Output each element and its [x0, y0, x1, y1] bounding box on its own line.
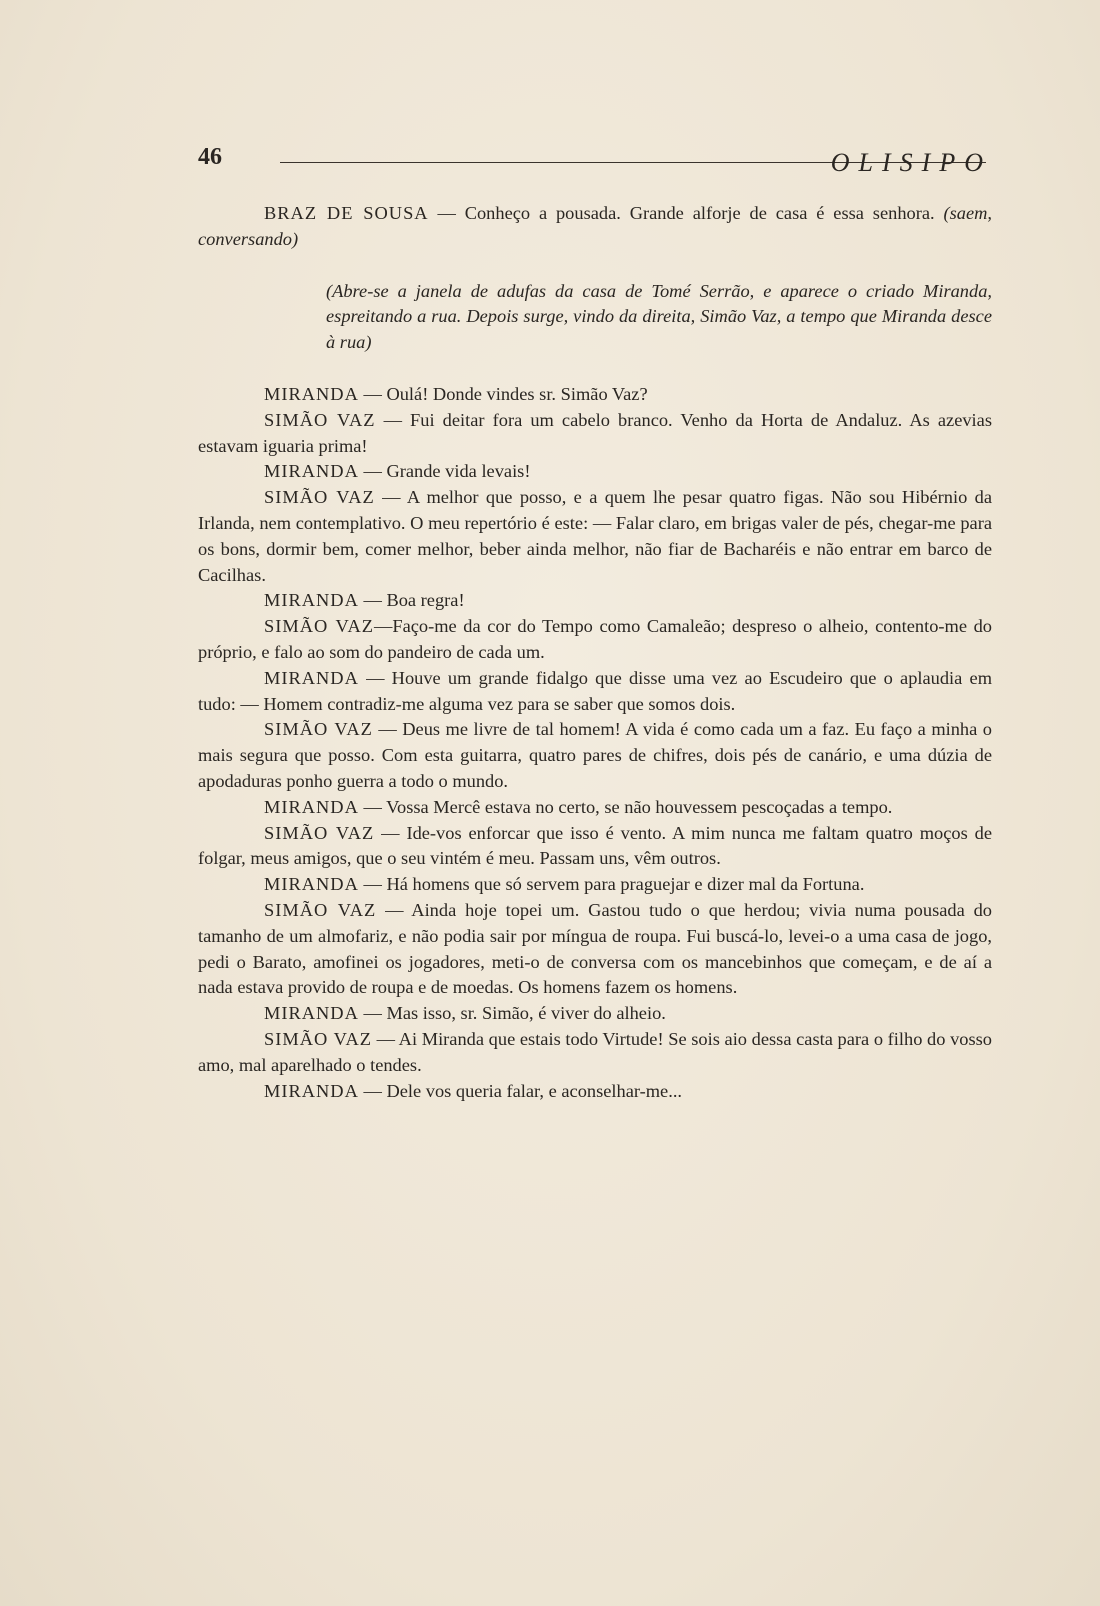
speaker-name: SIMÃO VAZ	[264, 719, 373, 740]
dialogue-line	[198, 1001, 992, 1027]
dialogue-text: —Faço-me da cor do Tempo como Camaleão; despreso o alheio, contento-me do próprio, e falo ao som do pandeiro de cada um.	[198, 616, 992, 662]
dialogue-text: — Ai Miranda que estais todo Virtude! Se sois aio dessa casta para o filho do vosso amo, mal aparelhado o tendes.	[198, 1028, 992, 1075]
dialogue-text: — Fui deitar fora um cabelo branco. Venho da Horta de Andaluz. As azevias estavam iguaria prima!	[198, 409, 992, 456]
dialogue-line	[198, 666, 992, 718]
speaker-name: MIRANDA	[264, 874, 359, 895]
dialogue-text: — Deus me livre de tal homem! A vida é como cada um a faz. Eu faço a minha o mais segura que posso. Com esta guitarra, quatro pares de chifres, dois pés de canário, e uma dúzia de apodaduras ponho guerra a todo o mundo.	[198, 719, 992, 791]
inline-stage-direction: (saem, conversando)	[198, 203, 992, 249]
dialogue-text: — Boa regra!	[358, 590, 465, 611]
play-text	[198, 201, 992, 1104]
dialogue-line	[198, 795, 992, 821]
dialogue-line	[198, 614, 992, 666]
speaker-name: MIRANDA	[264, 667, 359, 688]
dialogue-text: — Ide-vos enforcar que isso é vento. A mim nunca me faltam quatro moços de folgar, meus amigos, que o seu vintém é meu. Passam uns, vêm outros.	[198, 822, 992, 869]
dialogue-text: — Há homens que só servem para praguejar e dizer mal da Fortuna.	[358, 874, 865, 895]
speaker-name: MIRANDA	[264, 796, 359, 817]
dialogue-text: — Ainda hoje topei um. Gastou tudo o que herdou; vivia numa pousada do tamanho de um almofariz, e não podia sair por míngua de roupa. Fui buscá-lo, levei-o a uma casa de jogo, pedi o Barato, amofinei os jogadores, meti-o de conversa com os mancebinhos que começam, e de aí a nada estava provido de roupa e de moedas. Os homens fazem os homens.	[198, 899, 992, 998]
dialogue-line	[198, 821, 992, 873]
dialogue-text: — Houve um grande fidalgo que disse uma vez ao Escudeiro que o aplaudia em tudo: — Homem contradiz-me alguma vez para se saber que somos dois.	[198, 667, 992, 714]
dialogue-line	[198, 588, 992, 614]
speaker-name: SIMÃO VAZ	[264, 822, 375, 843]
speaker-name: BRAZ DE SOUSA	[264, 203, 429, 223]
dialogue-line	[198, 898, 992, 1001]
dialogue-text: — Grande vida levais!	[358, 461, 531, 482]
journal-title: OLISIPO	[830, 148, 992, 177]
speaker-name: MIRANDA	[264, 383, 359, 404]
speaker-name: SIMÃO VAZ	[264, 409, 376, 430]
dialogue-line	[198, 485, 992, 588]
dialogue-line	[198, 872, 992, 898]
speaker-name: MIRANDA	[264, 1003, 359, 1024]
stage-direction: (Abre-se a janela de adufas da casa de Tomé Serrão, e aparece o criado Miranda, espreitando a rua. Depois surge, vindo da direita, Simão Vaz, a tempo que Miranda desce à rua)	[326, 280, 992, 353]
dialogue-line	[198, 459, 992, 485]
dialogue-text: — Mas isso, sr. Simão, é viver do alheio.	[358, 1003, 666, 1024]
speaker-name: SIMÃO VAZ	[264, 487, 375, 508]
dialogue-line	[198, 1027, 992, 1079]
dialogue-text: — A melhor que posso, e a quem lhe pesar quatro figas. Não sou Hibérnio da Irlanda, nem contemplativo. O meu repertório é este: — Falar claro, em brigas valer de pés, chegar-me para os bons, dormir bem, comer melhor, beber ainda melhor, não fiar de Bacharéis e não entrar em barco de Cacilhas.	[198, 487, 992, 585]
speaker-name: MIRANDA	[264, 461, 359, 482]
speaker-name: SIMÃO VAZ	[264, 616, 374, 637]
speaker-name: MIRANDA	[264, 590, 359, 611]
speaker-name: SIMÃO VAZ	[264, 899, 377, 920]
speaker-name: SIMÃO VAZ	[264, 1028, 373, 1049]
dialogue-line	[198, 717, 992, 794]
dialogue-line	[198, 1079, 992, 1105]
page-header	[198, 142, 992, 182]
dialogue-line	[198, 382, 992, 408]
dialogue-text: — Oulá! Donde vindes sr. Simão Vaz?	[358, 383, 648, 404]
dialogue-line	[198, 201, 992, 253]
dialogue-text: — Conheço a pousada. Grande alforje de casa é essa senhora.	[428, 203, 944, 223]
page-number: 46	[198, 144, 222, 170]
dialogue-text: — Dele vos queria falar, e aconselhar-me...	[358, 1080, 683, 1101]
dialogue-line	[198, 408, 992, 460]
dialogue-text: — Vossa Mercê estava no certo, se não houvessem pescoçadas a tempo.	[358, 796, 893, 817]
speaker-name: MIRANDA	[264, 1080, 359, 1101]
